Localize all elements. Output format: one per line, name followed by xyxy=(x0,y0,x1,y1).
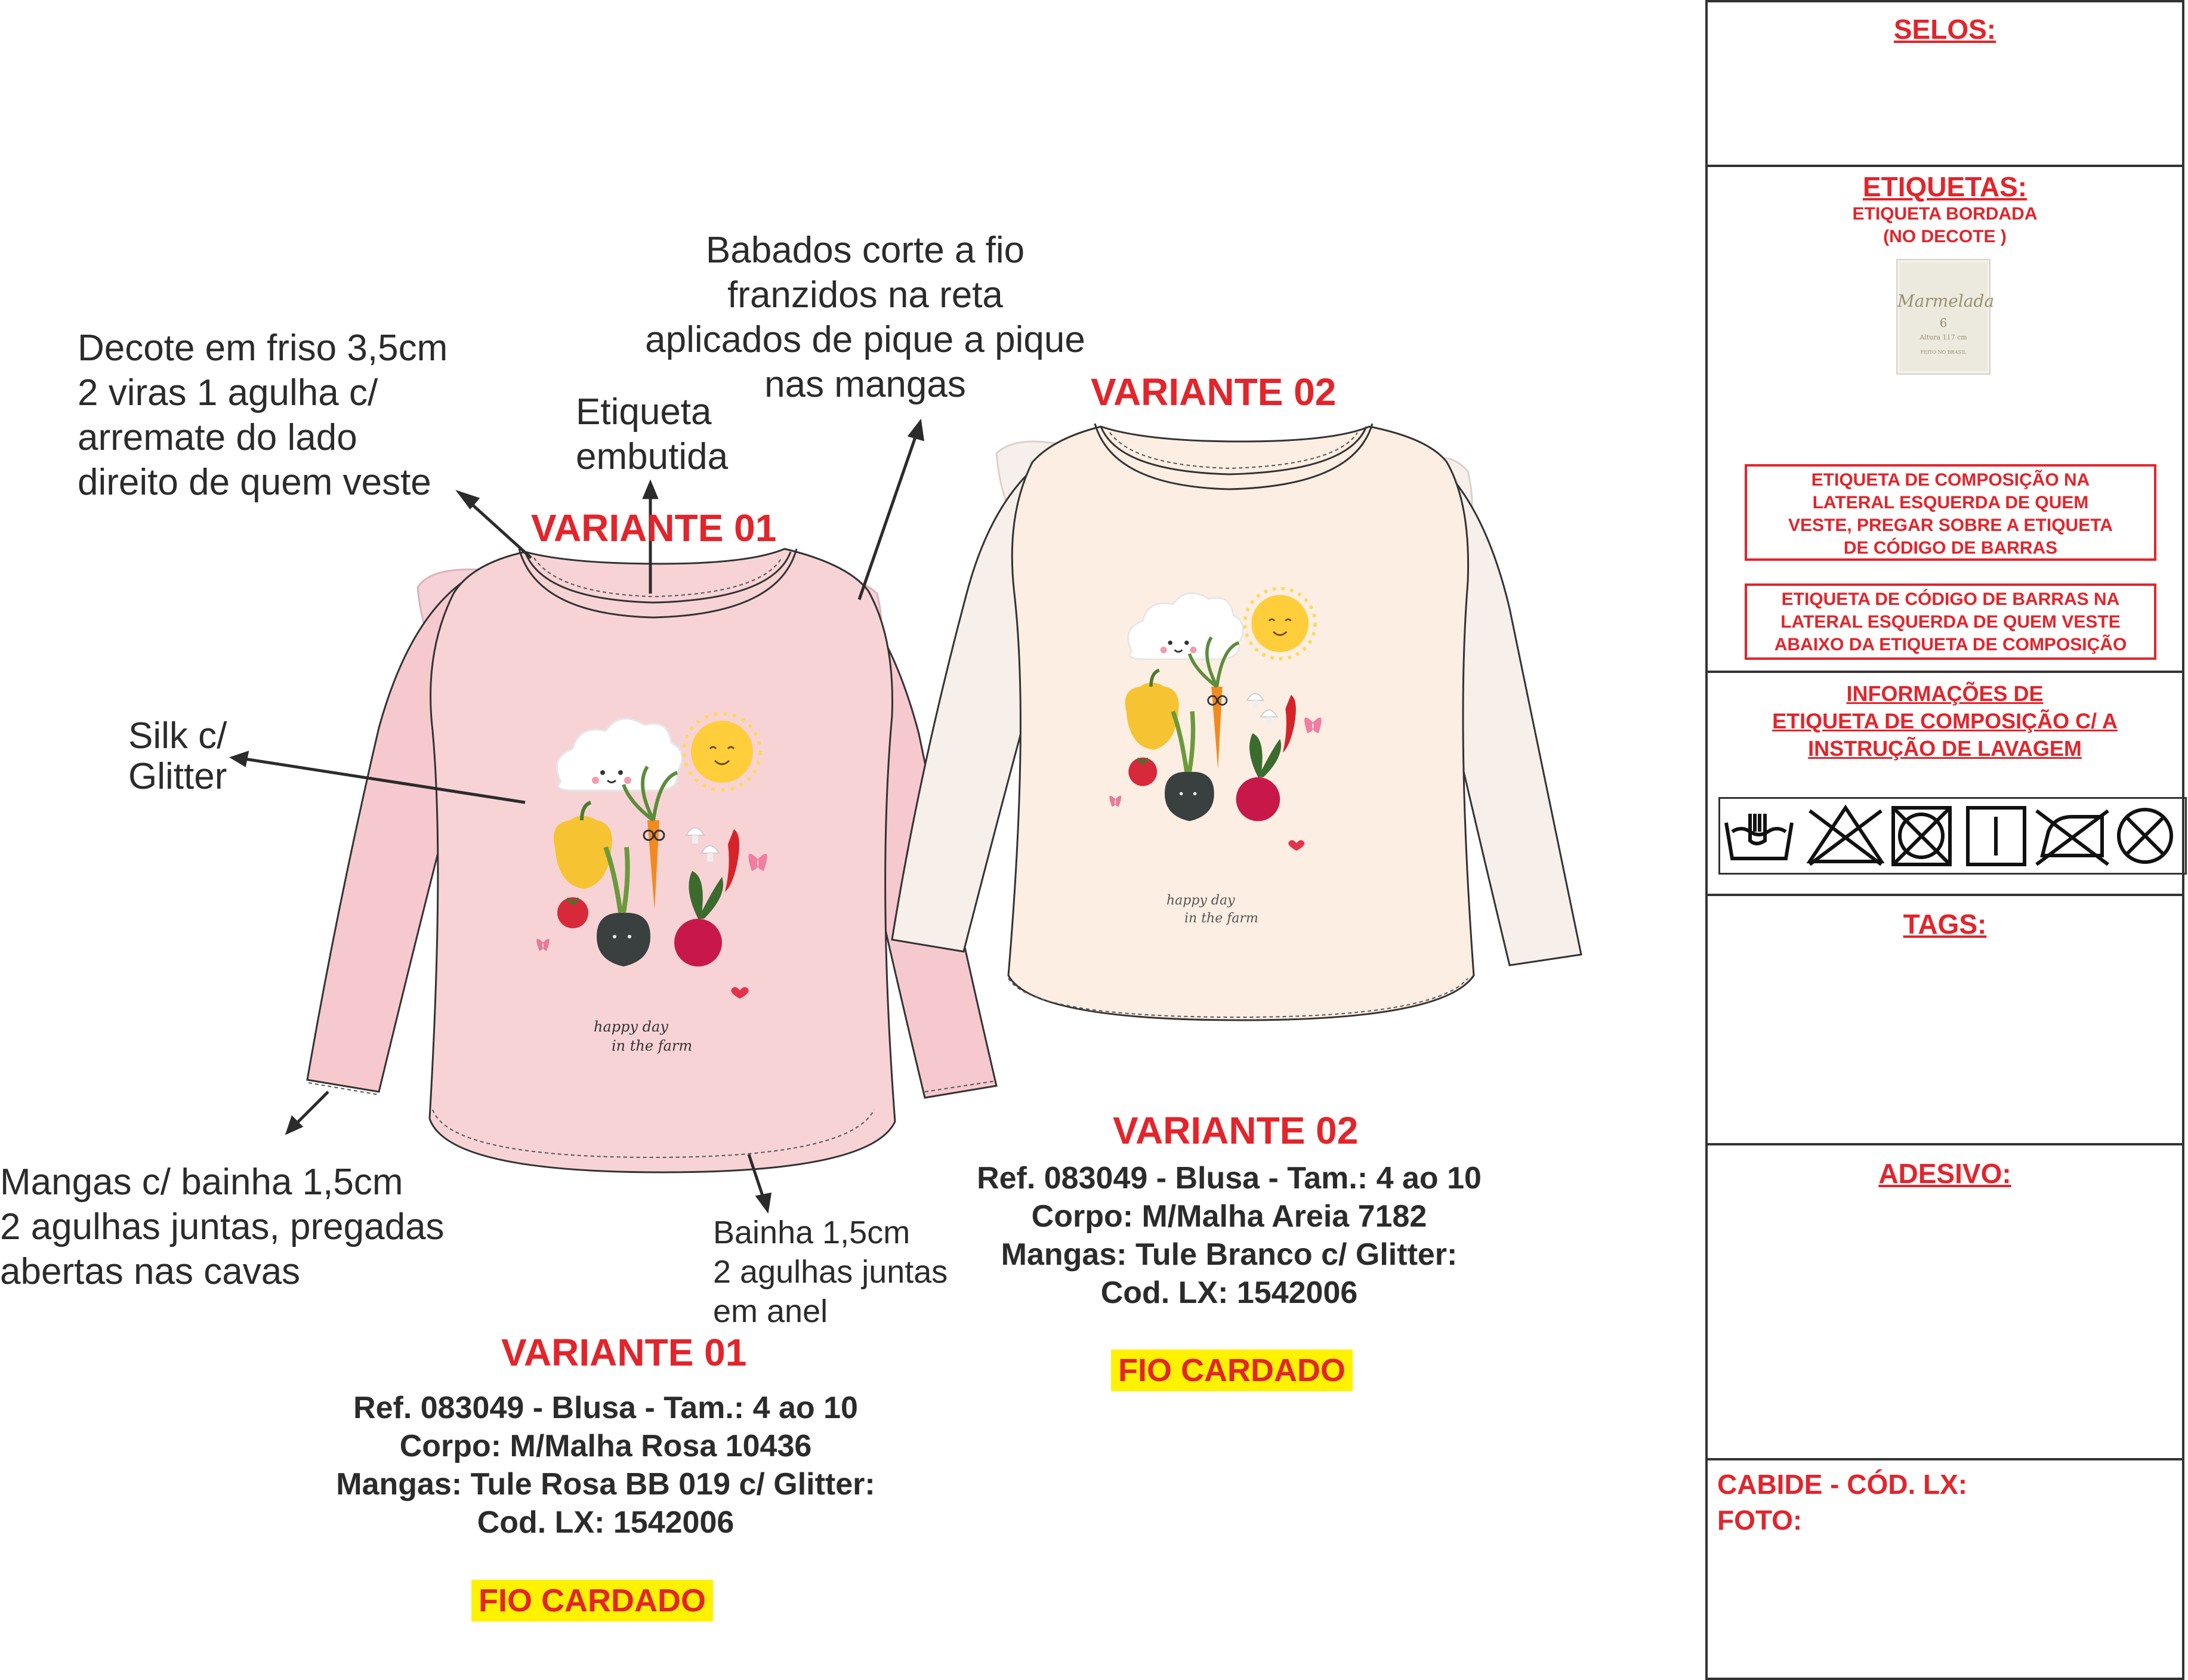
adesivo-section xyxy=(1705,1143,2184,1458)
note-line: Babados corte a fio xyxy=(705,230,1025,271)
note-line: Decote em friso 3,5cm xyxy=(78,328,448,369)
print-line-2: in the farm xyxy=(612,1037,693,1054)
spec-ref: Ref. 083049 - Blusa - Tam.: 4 ao 10 xyxy=(977,1161,1482,1196)
note-line: abertas nas cavas xyxy=(0,1251,301,1292)
box-line: LATERAL ESQUERDA DE QUEM xyxy=(1812,493,2089,512)
box-line: DE CÓDIGO DE BARRAS xyxy=(1843,538,2058,558)
cabide-label: CABIDE - CÓD. LX: xyxy=(1717,1469,1968,1500)
embroidered-label-sample xyxy=(1896,259,1995,375)
selos-section xyxy=(1705,0,2184,165)
adesivo-title: ADESIVO: xyxy=(1878,1158,2011,1189)
informacoes-line-3: INSTRUÇÃO DE LAVAGEM xyxy=(1808,736,2082,761)
line-dry-icon xyxy=(1968,808,2025,864)
care-symbols xyxy=(1720,799,2186,873)
label-height: Altura 117 cm xyxy=(1919,333,1967,341)
spec-panel xyxy=(1705,0,2188,1680)
tags-title: TAGS: xyxy=(1903,909,1987,940)
etiquetas-title: ETIQUETAS: xyxy=(1862,171,2027,202)
label-brand: Marmelada xyxy=(1897,291,1995,311)
variant-01-top-title: VARIANTE 01 xyxy=(531,507,777,549)
composicao-box xyxy=(1745,464,2156,561)
spec-corpo: Corpo: M/Malha Rosa 10436 xyxy=(399,1429,812,1463)
print-text-variant-02 xyxy=(1166,892,1258,928)
variant-02-top-title: VARIANTE 02 xyxy=(1091,370,1337,413)
spec-mangas: Mangas: Tule Branco c/ Glitter: xyxy=(1001,1237,1458,1272)
note-line: aplicados de pique a pique xyxy=(645,319,1085,360)
variant-02-fio-badge: FIO CARDADO xyxy=(1111,1349,1353,1391)
variant-02-title: VARIANTE 02 xyxy=(1113,1109,1359,1152)
informacoes-section xyxy=(1705,671,2184,894)
spec-ref: Ref. 083049 - Blusa - Tam.: 4 ao 10 xyxy=(353,1391,858,1425)
hand-wash-icon xyxy=(1726,814,1792,858)
note-line: Glitter xyxy=(128,756,227,797)
print-text-variant-01 xyxy=(594,1017,692,1055)
note-line: arremate do lado xyxy=(78,417,357,458)
box-line: LATERAL ESQUERDA DE QUEM VESTE xyxy=(1780,612,2121,632)
print-line-1: happy day xyxy=(594,1018,668,1035)
spec-mangas: Mangas: Tule Rosa BB 019 c/ Glitter: xyxy=(336,1467,875,1502)
foto-label: FOTO: xyxy=(1717,1505,1803,1536)
cabide-section xyxy=(1705,1458,2184,1680)
informacoes-line-1: INFORMAÇÕES DE xyxy=(1846,681,2044,706)
note-line: em anel xyxy=(713,1293,828,1329)
note-line: embutida xyxy=(576,436,729,477)
codigo-barras-box xyxy=(1745,583,2156,660)
label-origin: FEITO NO BRASIL xyxy=(1920,350,1967,355)
bainha-note xyxy=(713,1213,948,1331)
etiquetas-section xyxy=(1705,165,2184,671)
note-line: 2 agulhas juntas, pregadas xyxy=(0,1206,445,1247)
note-line: Etiqueta xyxy=(576,391,712,433)
no-tumble-dry-icon xyxy=(1893,808,1950,864)
variant-01-title: VARIANTE 01 xyxy=(501,1331,747,1374)
care-instructions-row xyxy=(1718,797,2187,875)
note-line: 2 viras 1 agulha c/ xyxy=(78,372,378,413)
note-line: Bainha 1,5cm xyxy=(713,1215,911,1250)
babados-note xyxy=(621,228,1110,407)
note-line: nas mangas xyxy=(764,364,966,405)
spec-corpo: Corpo: M/Malha Areia 7182 xyxy=(1031,1199,1427,1234)
box-line: ETIQUETA DE COMPOSIÇÃO NA xyxy=(1811,470,2090,490)
informacoes-line-2: ETIQUETA DE COMPOSIÇÃO C/ A xyxy=(1772,709,2118,733)
no-iron-icon xyxy=(2036,811,2108,864)
etiqueta-bordada-line-2: (NO DECOTE ) xyxy=(1883,227,2007,246)
box-line: ETIQUETA DE CÓDIGO DE BARRAS NA xyxy=(1781,589,2120,609)
tags-section xyxy=(1705,894,2184,1143)
box-line: ABAIXO DA ETIQUETA DE COMPOSIÇÃO xyxy=(1774,635,2127,654)
variant-01-fio-badge: FIO CARDADO xyxy=(471,1580,713,1622)
no-bleach-icon xyxy=(1810,808,1881,864)
variant-01-spec xyxy=(286,1389,925,1542)
note-line: Silk c/ xyxy=(128,715,227,756)
no-dry-clean-icon xyxy=(2119,810,2171,862)
decote-note xyxy=(78,326,448,505)
silk-note xyxy=(128,716,227,797)
print-line-2: in the farm xyxy=(1184,911,1258,926)
print-line-1: happy day xyxy=(1166,893,1235,908)
etiqueta-bordada-line-1: ETIQUETA BORDADA xyxy=(1852,204,2038,224)
box-line: VESTE, PREGAR SOBRE A ETIQUETA xyxy=(1788,515,2113,535)
variant-02-spec xyxy=(943,1159,1516,1312)
note-line: franzidos na reta xyxy=(727,274,1003,316)
note-line: direito de quem veste xyxy=(78,462,431,503)
selos-title: SELOS: xyxy=(1893,14,1996,45)
mangas-note xyxy=(0,1160,445,1294)
spec-cod: Cod. LX: 1542006 xyxy=(1100,1276,1358,1310)
label-size: 6 xyxy=(1939,316,1948,330)
note-line: Mangas c/ bainha 1,5cm xyxy=(0,1162,403,1203)
spec-cod: Cod. LX: 1542006 xyxy=(477,1505,735,1540)
note-line: 2 agulhas juntas xyxy=(713,1254,948,1290)
